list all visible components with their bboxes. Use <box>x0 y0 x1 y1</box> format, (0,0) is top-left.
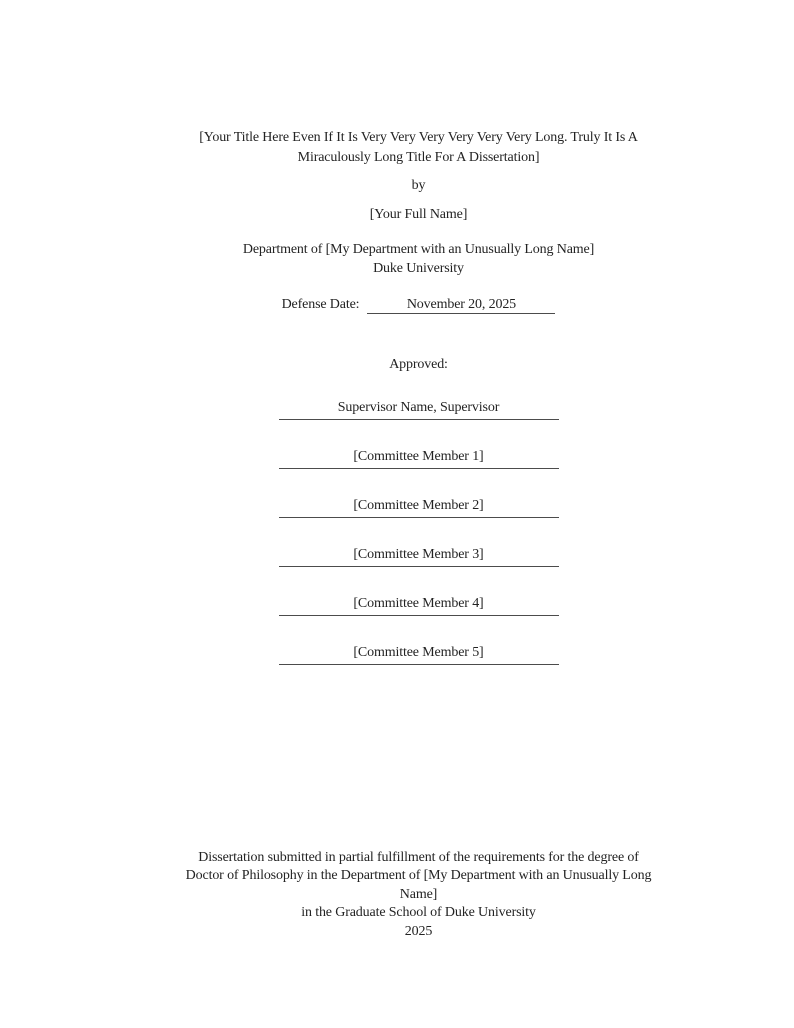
defense-date-label: Defense Date: <box>281 297 360 312</box>
signature-name: [Committee Member 1] <box>353 449 484 464</box>
signature-name: [Committee Member 2] <box>353 498 484 513</box>
signature-line-supervisor <box>155 396 682 420</box>
dissertation-title <box>155 128 682 168</box>
approved-heading-text: Approved: <box>389 357 448 372</box>
department-line: Department of [My Department with an Unusually Long Name] <box>242 242 595 257</box>
page-content <box>155 0 682 1028</box>
submission-statement-line-2: Doctor of Philosophy in the Department of [My Department with an Unusually Long <box>185 868 652 884</box>
dissertation-title-line-1: [Your Title Here Even If It Is Very Very Very Very Very Very Long. Truly It Is A <box>199 130 638 145</box>
signature-name: [Committee Member 4] <box>353 596 484 611</box>
signature-name: [Committee Member 3] <box>353 547 484 562</box>
submission-statement <box>155 849 682 941</box>
signature-rule <box>279 592 559 616</box>
defense-date-row <box>155 296 682 314</box>
submission-statement-line-3: Name] <box>399 886 438 902</box>
signature-line-committee-3 <box>155 543 682 567</box>
signature-line-committee-5 <box>155 641 682 665</box>
author-name <box>155 207 682 223</box>
submission-statement-line-5: 2025 <box>404 923 433 939</box>
submission-statement-line-1: Dissertation submitted in partial fulfillment of the requirements for the degree of <box>198 850 639 865</box>
signature-name: Supervisor Name, Supervisor <box>337 400 500 415</box>
byline <box>155 178 682 194</box>
signature-line-committee-1 <box>155 445 682 469</box>
approved-heading <box>155 357 682 373</box>
university-line: Duke University <box>373 261 464 276</box>
signature-rule <box>279 445 559 469</box>
affiliation <box>155 240 682 278</box>
signature-name: [Committee Member 5] <box>353 645 484 660</box>
signature-rule <box>279 641 559 665</box>
author-name-text: [Your Full Name] <box>369 207 468 222</box>
signature-line-committee-2 <box>155 494 682 518</box>
dissertation-title-line-2: Miraculously Long Title For A Dissertation] <box>297 150 540 165</box>
byline-text: by <box>411 178 426 193</box>
signature-rule <box>279 494 559 518</box>
defense-date-value: November 20, 2025 <box>367 296 555 314</box>
signature-rule <box>279 396 559 420</box>
signature-line-committee-4 <box>155 592 682 616</box>
submission-statement-line-4: in the Graduate School of Duke University <box>301 905 536 921</box>
signature-rule <box>279 543 559 567</box>
